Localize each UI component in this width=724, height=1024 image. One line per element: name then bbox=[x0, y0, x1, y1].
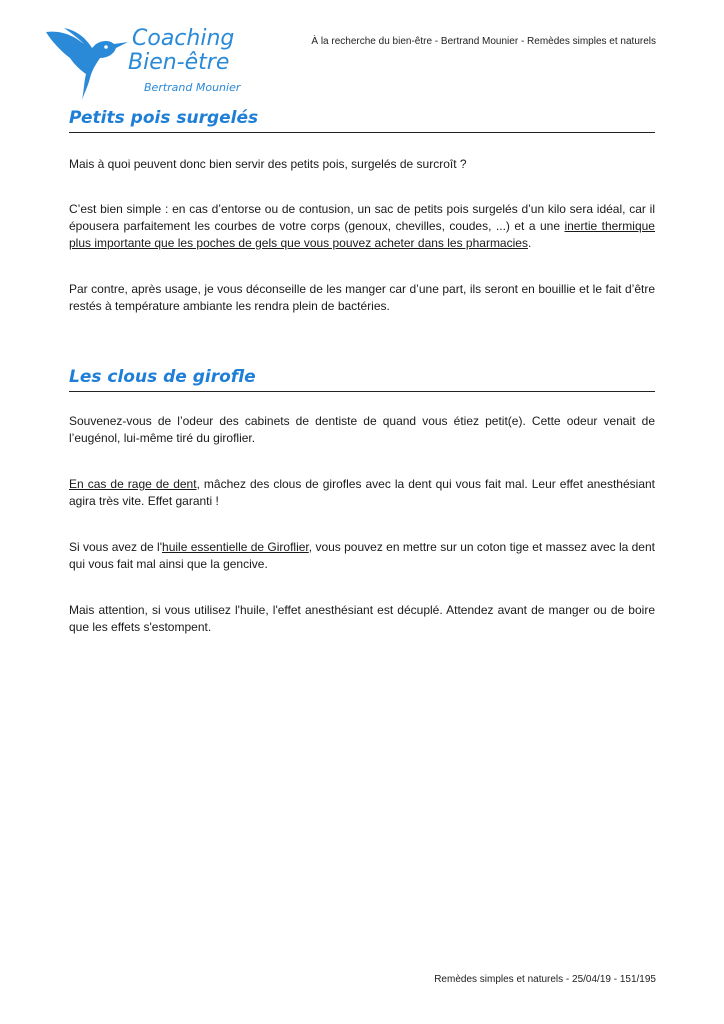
section-title-petits-pois: Petits pois surgelés bbox=[69, 108, 655, 133]
paragraph-text: , vous pouvez en mettre sur un coton tige et massez avec la dent qui vous fait mal ainsi que la gencive. bbox=[69, 540, 655, 571]
link-inertie-thermique[interactable]: inertie thermique plus importante que les poches de gels que vous pouvez acheter dans les pharmacies bbox=[69, 219, 655, 250]
link-huile-giroflier[interactable]: huile essentielle de Giroflier bbox=[162, 540, 309, 554]
paragraph-text: Si vous avez de l' bbox=[69, 540, 163, 554]
hummingbird-icon bbox=[44, 24, 134, 104]
logo-line-author: Bertrand Mounier bbox=[144, 81, 241, 94]
paragraph-text: Mais à quoi peuvent donc bien servir des petits pois, surgelés de surcroît ? bbox=[69, 157, 467, 171]
logo-line-coaching: Coaching bbox=[132, 26, 235, 51]
logo-line-bien-etre: Bien-être bbox=[128, 50, 230, 75]
paragraph-text: Par contre, après usage, je vous déconseille de les manger car d’une part, ils seront en bouillie et le fait d’être restés à température ambiante les rendra plein de bactéries. bbox=[69, 282, 655, 313]
running-title: À la recherche du bien-être - Bertrand Mounier - Remèdes simples et naturels bbox=[311, 36, 656, 47]
paragraph bbox=[69, 539, 655, 573]
paragraph-text: Mais attention, si vous utilisez l'huile, l'effet anesthésiant est décuplé. Attendez avant de manger ou de boire que les effets s'estompent. bbox=[69, 603, 655, 634]
page-footer: Remèdes simples et naturels - 25/04/19 - 151/195 bbox=[434, 974, 656, 985]
paragraph bbox=[69, 156, 655, 173]
paragraph-text: C’est bien simple : en cas d’entorse ou de contusion, un sac de petits pois surgelés d’un kilo sera idéal, car il épousera parfaitement les courbes de votre corps (genoux, chevilles, coudes, ...) et a une bbox=[69, 202, 655, 233]
section-title-clous-de-girofle: Les clous de girofle bbox=[69, 367, 655, 392]
logo bbox=[44, 24, 244, 104]
paragraph bbox=[69, 602, 655, 636]
paragraph-text: Souvenez-vous de l’odeur des cabinets de dentiste de quand vous étiez petit(e). Cette odeur venait de l’eugénol, lui-même tiré du giroflier. bbox=[69, 414, 655, 445]
paragraph bbox=[69, 413, 655, 447]
link-rage-de-dent[interactable]: En cas de rage de dent bbox=[69, 477, 197, 491]
paragraph bbox=[69, 281, 655, 315]
paragraph-text: , mâchez des clous de girofles avec la dent qui vous fait mal. Leur effet anesthésiant agira très vite. Effet garanti ! bbox=[69, 477, 655, 508]
paragraph bbox=[69, 201, 655, 252]
paragraph-text: . bbox=[527, 236, 532, 250]
paragraph bbox=[69, 476, 655, 510]
